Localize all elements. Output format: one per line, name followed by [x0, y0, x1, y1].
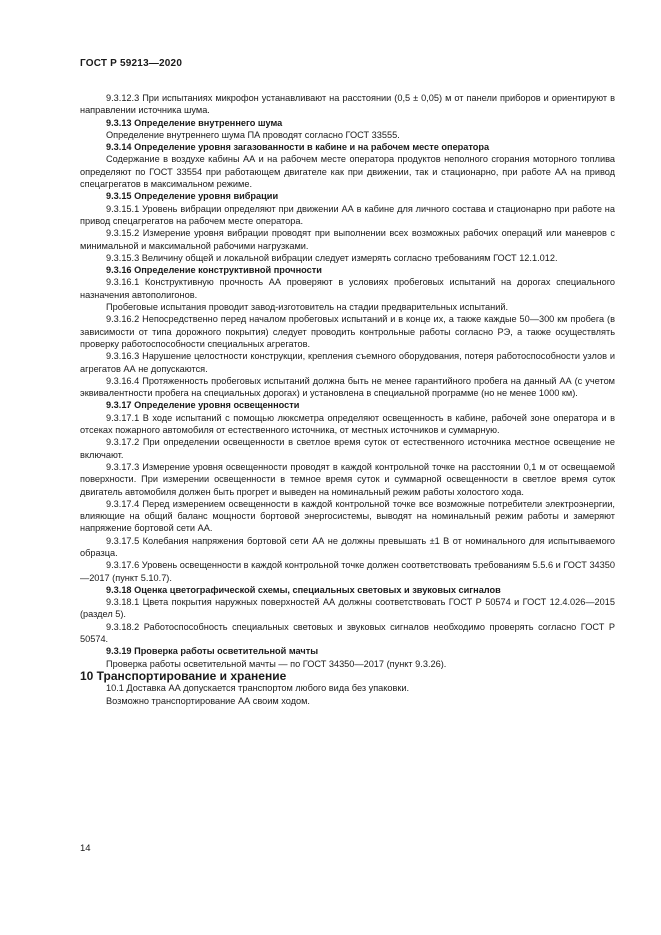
paragraph: Проверка работы осветительной мачты — по ГОСТ 34350—2017 (пункт 9.3.26).	[106, 658, 447, 669]
subsection-heading: 9.3.16 Определение конструктивной прочности	[106, 265, 322, 276]
paragraph: Определение внутреннего шума ПА проводят согласно ГОСТ 33555.	[106, 129, 400, 140]
paragraph: 9.3.15.3 Величину общей и локальной вибрации следует измерять согласно требованиям ГОСТ 12.1.012.	[106, 252, 558, 263]
paragraph: 9.3.16.2 Непосредственно перед началом пробеговых испытаний и в конце их, а также каждые 50—300 км пробега (в зависимости от типа дорожного покрытия) следует проводить контрольные работы согласно РЭ, а также осуществлять проверку работоспособности специальных агрегатов.	[80, 314, 615, 349]
paragraph: 9.3.12.3 При испытаниях микрофон устанавливают на расстоянии (0,5 ± 0,05) м от панели приборов и ориентируют в направлении источника шума.	[80, 93, 615, 116]
paragraph: 10.1 Доставка АА допускается транспортом любого вида без упаковки.	[106, 683, 410, 694]
paragraph: 9.3.16.4 Протяженность пробеговых испытаний должна быть не менее гарантийного пробега на данный АА (с учетом эквивалентности пробега на специальных дорогах) и установлена в специальной программе (но не менее 1000 км).	[80, 375, 615, 399]
paragraph: 9.3.16.3 Нарушение целостности конструкции, крепления съемного оборудования, потеря работоспособности узлов и агрегатов АА не допускаются.	[80, 351, 615, 374]
paragraph: Пробеговые испытания проводит завод-изготовитель на стадии предварительных испытаний.	[106, 302, 509, 313]
paragraph: 9.3.17.4 Перед измерением освещенности в каждой контрольной точке все возможные потребители электроэнергии, влияющие на общий баланс мощности бортовой энергосистемы, выводят на номинальный режим работы и замеряют напряжение бортовой сети АА.	[80, 498, 615, 534]
document-body	[80, 92, 615, 707]
paragraph: 9.3.18.2 Работоспособность специальных световых и звуковых сигналов необходимо проверять согласно ГОСТ Р 50574.	[80, 621, 615, 645]
paragraph: 9.3.15.2 Измерение уровня вибрации проводят при выполнении всех возможных рабочих операций или маневров с минимальной и максимальной рабочими нагрузками.	[80, 228, 615, 251]
paragraph: 9.3.17.2 При определении освещенности в светлое время суток от естественного источника местное освещение не включают.	[80, 437, 615, 460]
paragraph: 9.3.17.5 Колебания напряжения бортовой сети АА не должны превышать ±1 В от номинального для испытываемого образца.	[80, 535, 615, 558]
paragraph: 9.3.15.1 Уровень вибрации определяют при движении АА в кабине для личного состава и стационарно при работе на привод спецагрегатов на рабочем месте оператора.	[80, 203, 615, 226]
subsection-heading: 9.3.19 Проверка работы осветительной мачты	[106, 646, 319, 657]
subsection-heading: 9.3.15 Определение уровня вибрации	[106, 191, 279, 202]
paragraph: 9.3.17.3 Измерение уровня освещенности проводят в каждой контрольной точке на расстоянии 0,1 м от освещаемой поверхности. При измерении освещенности в темное время суток и суммарной освещенности в светлое время суток двигатель автомобиля должен быть прогрет и выведен на номинальный режим работы холостого хода.	[80, 461, 615, 497]
subsection-heading: 9.3.18 Оценка цветографической схемы, специальных световых и звуковых сигналов	[106, 584, 501, 595]
page-number: 14	[80, 843, 91, 854]
paragraph: 9.3.17.1 В ходе испытаний с помощью люксметра определяют освещенность в кабине, рабочей зоне оператора и в отсеках пожарного автомобиля от естественного источника, от местных источников и суммарную.	[80, 412, 615, 436]
paragraph: 9.3.16.1 Конструктивную прочность АА проверяют в условиях пробеговых испытаний на дорогах специального назначения автополигонов.	[80, 277, 615, 300]
subsection-heading: 9.3.13 Определение внутреннего шума	[106, 117, 283, 128]
subsection-heading: 9.3.14 Определение уровня загазованности в кабине и на рабочем месте оператора	[106, 142, 490, 153]
paragraph: Возможно транспортирование АА своим ходом.	[106, 695, 310, 706]
paragraph: Содержание в воздухе кабины АА и на рабочем месте оператора продуктов неполного сгорания моторного топлива определяют по ГОСТ 33554 при работающем двигателе как при движении, так и стационарно, при работе АА на привод спецагрегатов в максимальном режиме.	[80, 154, 615, 190]
document-header: ГОСТ Р 59213—2020	[80, 58, 183, 69]
subsection-heading: 9.3.17 Определение уровня освещенности	[106, 400, 300, 411]
paragraph: 9.3.17.6 Уровень освещенности в каждой контрольной точке должен соответствовать требованиям 5.5.6 и ГОСТ 34350—2017 (пункт 5.10.7).	[80, 560, 615, 583]
paragraph: 9.3.18.1 Цвета покрытия наружных поверхностей АА должны соответствовать ГОСТ Р 50574 и ГОСТ 12.4.026—2015 (раздел 5).	[80, 597, 615, 620]
section-title: 10 Транспортирование и хранение	[80, 668, 287, 683]
